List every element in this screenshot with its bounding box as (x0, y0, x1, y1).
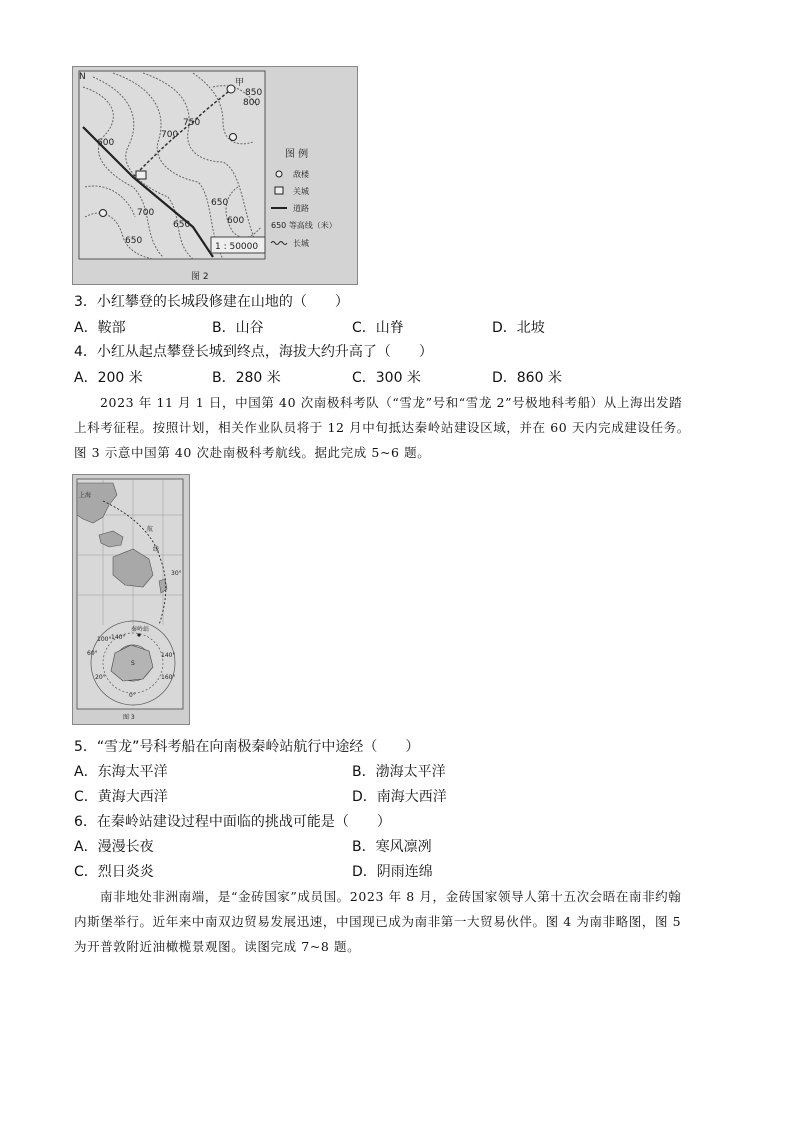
option-a[interactable]: A．东海太平洋 (74, 764, 168, 780)
option-b[interactable]: B．280 米 (212, 370, 281, 386)
figure-3-caption: 图 3 (123, 714, 135, 721)
option-c[interactable]: C．山脊 (352, 320, 404, 336)
contour-label: 650 (211, 198, 229, 208)
longitude-label: 100° (97, 636, 112, 643)
passage-south-africa (74, 884, 722, 959)
contour-label: 600 (227, 216, 245, 226)
contour-label: 600 (97, 138, 115, 148)
question-3-stem: 3．小红攀登的长城段修建在山地的（ ） (74, 294, 349, 310)
label-jia: 甲 (235, 78, 245, 88)
contour-map-graphic (73, 67, 357, 284)
legend-item: 敌楼 (293, 170, 309, 179)
passage-line: 图 3 示意中国第 40 次赴南极科考航线。据此完成 5~6 题。 (74, 445, 431, 460)
longitude-label: 60° (87, 650, 98, 657)
option-d[interactable]: D．阴雨连绵 (352, 864, 433, 880)
option-d[interactable]: D．北坡 (492, 320, 545, 336)
passage-line: 上科考征程。按照计划，相关作业队员将于 12 月中旬抵达秦岭站建设区域，并在 60 天内完成建设任务。 (74, 420, 690, 435)
contour-label: 700 (161, 130, 179, 140)
figure-3-route-map (72, 474, 190, 725)
option-a[interactable]: A．漫漫长夜 (74, 839, 154, 855)
option-b[interactable]: B．渤海太平洋 (352, 764, 446, 780)
contour-label: 650 (173, 220, 191, 230)
passage-line: 为开普敦附近油橄榄景观图。读图完成 7~8 题。 (74, 939, 361, 954)
contour-label: 800 (243, 98, 261, 108)
passage-line: 南非地处非洲南端，是“金砖国家”成员国。2023 年 8 月，金砖国家领导人第十五次会晤在南非约翰 (100, 889, 682, 904)
option-d[interactable]: D．南海大西洋 (352, 789, 447, 805)
legend-item: 长城 (293, 239, 309, 248)
legend-title: 图 例 (285, 149, 309, 160)
contour-label: 700 (137, 208, 155, 218)
longitude-label: 140° (111, 634, 126, 641)
legend-item: 650 等高线（米） (271, 221, 337, 230)
legend-item: 道路 (293, 204, 309, 213)
figure-2-caption: 图 2 (191, 272, 209, 282)
route-label: 线 (153, 546, 160, 553)
route-label: 航 (147, 526, 154, 533)
longitude-label: 0° (129, 692, 136, 699)
option-c[interactable]: C．烈日炎炎 (74, 864, 154, 880)
question-4-stem: 4．小红从起点攀登长城到终点，海拔大约升高了（ ） (74, 344, 433, 360)
contour-label: 650 (125, 236, 143, 246)
qinling-station-label: 秦岭站 (131, 626, 150, 633)
option-b[interactable]: B．山谷 (212, 320, 264, 336)
route-map-graphic (73, 475, 189, 724)
north-label: N (79, 72, 86, 82)
option-d[interactable]: D．860 米 (492, 370, 562, 386)
figure-2-contour-map (72, 66, 358, 285)
contour-label: 850 (245, 88, 263, 98)
legend-item: 关城 (293, 187, 309, 196)
south-pole-label: S (131, 660, 135, 667)
passage-line: 内斯堡举行。近年来中南双边贸易发展迅速，中国现已成为南非第一大贸易伙伴。图 4 为南非略图，图 5 (74, 914, 682, 929)
passage-line: 2023 年 11 月 1 日，中国第 40 次南极科考队（“雪龙”号和“雪龙 2”号极地科考船）从上海出发踏 (100, 395, 683, 410)
option-b[interactable]: B．寒风凛冽 (352, 839, 432, 855)
question-5-stem: 5．“雪龙”号科考船在向南极秦岭站航行中途经（ ） (74, 739, 420, 755)
contour-label: 750 (183, 118, 201, 128)
option-a[interactable]: A．鞍部 (74, 320, 126, 336)
longitude-label: 160° (161, 674, 176, 681)
latitude-label: 30° (171, 570, 182, 577)
option-c[interactable]: C．黄海大西洋 (74, 789, 168, 805)
option-a[interactable]: A．200 米 (74, 370, 143, 386)
option-c[interactable]: C．300 米 (352, 370, 421, 386)
scale-label: 1 : 50000 (215, 242, 259, 252)
shanghai-label: 上海 (79, 492, 92, 499)
longitude-label: 140° (161, 652, 176, 659)
question-6-stem: 6．在秦岭站建设过程中面临的挑战可能是（ ） (74, 814, 391, 830)
passage-antarctic (74, 390, 722, 465)
longitude-label: 20° (95, 674, 106, 681)
